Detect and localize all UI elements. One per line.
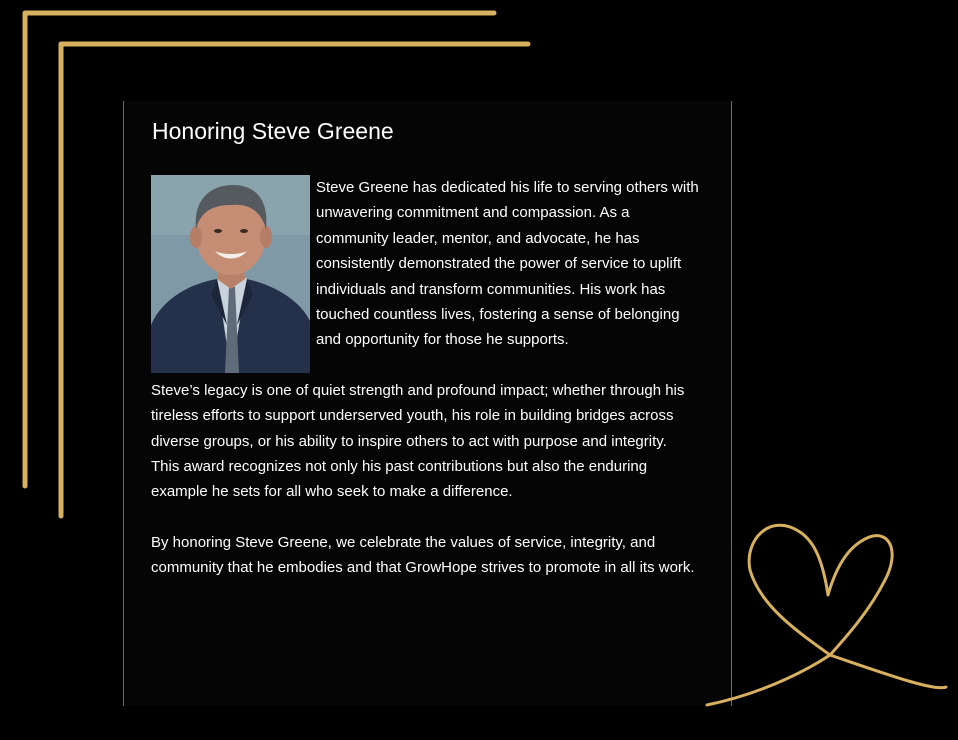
paragraph-legacy: Steve’s legacy is one of quiet strength and profound impact; whether through his tireless efforts to support underserved youth, his role in building bridges across diverse groups, or his ability to inspire others to act with purpose and integrity. This award recognizes not only his past contributions but also the enduring example he sets for all who seek to make a difference. bbox=[151, 381, 685, 501]
page-title: Honoring Steve Greene bbox=[152, 118, 394, 144]
paragraph-closing: By honoring Steve Greene, we celebrate the values of service, integrity, and community that he embodies and that GrowHope strives to promote in all its work. bbox=[151, 533, 695, 577]
paragraph-intro: Steve Greene has dedicated his life to serving others with unwavering commitment and compassion. As a community leader, mentor, and advocate, he has consistently demonstrated the power of service to uplift individuals and transform communities. His work has touched countless lives, fostering a sense of belonging and opportunity for those he supports. bbox=[316, 179, 699, 349]
